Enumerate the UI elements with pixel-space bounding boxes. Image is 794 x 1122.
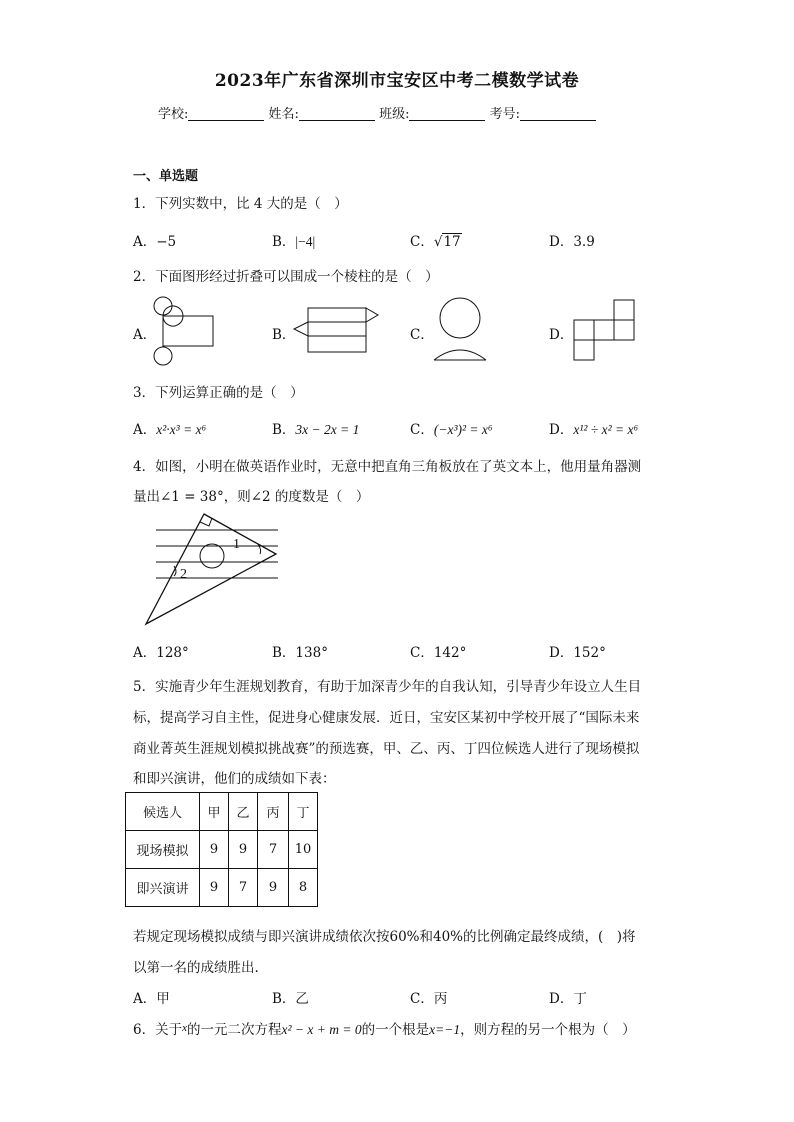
q4-line1: 4．如图，小明在做英语作业时，无意中把直角三角板放在了英文本上，他用量角器测 <box>133 459 642 475</box>
q2-net-c-figure <box>430 296 492 364</box>
name-label: 姓名: <box>268 107 299 122</box>
q1-option-d: D．3.9 <box>549 234 595 250</box>
q1-option-b-label: B． <box>272 234 296 250</box>
q3-option-b-label: B． <box>272 422 296 438</box>
table-row <box>126 869 318 907</box>
q6-stem-d: ，则方程的另一个根为（ ） <box>460 1022 636 1038</box>
q5-line2: 标，提高学习自主性，促进身心健康发展．近日，宝安区某初中学校开展了“国际未来 <box>133 710 640 726</box>
q2-net-b-figure <box>290 300 385 358</box>
table-cell: 7 <box>229 869 258 907</box>
q6-stem-b: 的一元二次方程 <box>186 1022 282 1038</box>
table-cell: 9 <box>200 831 229 869</box>
table-cell: 7 <box>258 831 289 869</box>
q5-score-table <box>125 792 318 907</box>
q6-stem-a: 6．关于 <box>133 1022 183 1038</box>
q5-line3: 商业菁英生涯规划模拟挑战赛”的预选赛，甲、乙、丙、丁四位候选人进行了现场模拟 <box>133 741 640 757</box>
q5-after-line1: 若规定现场模拟成绩与即兴演讲成绩依次按60%和40%的比例确定最终成绩，( )将 <box>133 929 636 945</box>
q4-line2: 量出∠1 = 38°，则∠2 的度数是（ ） <box>133 489 370 505</box>
q4-option-a: A．128° <box>133 645 189 661</box>
student-info-line <box>158 103 596 122</box>
q6-equation: x² − x + m = 0 <box>281 1022 362 1037</box>
sqrt-icon: √ <box>433 234 443 250</box>
q2-option-b: B． <box>272 327 296 343</box>
q6-stem-c: 的一个根是 <box>361 1022 430 1038</box>
name-blank <box>299 106 375 121</box>
class-label: 班级: <box>379 107 410 122</box>
table-header-cell: 候选人 <box>126 793 200 831</box>
q4-triangle-figure <box>130 510 290 630</box>
table-header-cell: 甲 <box>200 793 229 831</box>
school-label: 学校: <box>158 107 189 122</box>
q2-net-a-figure <box>153 296 217 366</box>
table-cell: 现场模拟 <box>126 831 200 869</box>
q1-option-c-math: 17 <box>443 234 461 250</box>
q1-option-b-math: |−4| <box>295 234 316 249</box>
q5-after-line2: 以第一名的成绩胜出. <box>133 960 259 976</box>
table-cell: 8 <box>289 869 318 907</box>
q1-option-c <box>410 230 462 250</box>
q4-option-b: B．138° <box>272 645 328 661</box>
table-cell: 9 <box>258 869 289 907</box>
q4-angle-1-label: 1 <box>233 537 240 552</box>
exam-no-blank <box>520 106 596 121</box>
q3-option-c-math: (−x³)² = x⁶ <box>433 422 493 437</box>
q5-line4: 和即兴演讲，他们的成绩如下表： <box>133 771 336 787</box>
q2-option-a: A． <box>133 327 157 343</box>
q1-option-b <box>272 230 315 250</box>
section-heading: 一、单选题 <box>133 169 199 184</box>
school-blank <box>188 106 264 121</box>
q6-variable: x <box>182 1022 187 1034</box>
q3-stem: 3．下列运算正确的是（ ） <box>133 385 304 401</box>
class-blank <box>409 106 485 121</box>
table-header-cell: 乙 <box>229 793 258 831</box>
q3-option-a-math: x²·x³ = x⁶ <box>156 422 207 437</box>
q3-option-d <box>549 418 638 438</box>
q5-option-a: A．甲 <box>133 991 170 1007</box>
q4-option-d: D．152° <box>549 645 606 661</box>
q1-stem: 1．下列实数中，比 4 大的是（ ） <box>133 196 348 212</box>
q2-option-c: C． <box>410 327 434 343</box>
q5-option-d: D．丁 <box>549 991 587 1007</box>
table-header-cell: 丙 <box>258 793 289 831</box>
q2-net-d-figure <box>570 296 638 362</box>
exam-no-label: 考号: <box>489 107 520 122</box>
q2-stem: 2．下面图形经过折叠可以围成一个棱柱的是（ ） <box>133 269 439 285</box>
page-title: 2023年广东省深圳市宝安区中考二模数学试卷 <box>214 71 580 91</box>
q3-option-a-label: A． <box>133 422 157 438</box>
table-row <box>126 831 318 869</box>
table-cell: 9 <box>229 831 258 869</box>
table-cell: 10 <box>289 831 318 869</box>
q3-option-d-label: D． <box>549 422 574 438</box>
q3-option-c <box>410 418 493 438</box>
table-cell: 即兴演讲 <box>126 869 200 907</box>
q3-option-a <box>133 418 206 438</box>
q3-option-b <box>272 418 359 438</box>
q5-option-b: B．乙 <box>272 991 309 1007</box>
q2-option-d: D． <box>549 327 574 343</box>
q4-angle-2-label: 2 <box>180 567 187 582</box>
q4-option-c: C．142° <box>410 645 467 661</box>
q6-stem <box>133 1018 636 1038</box>
q5-option-c: C．丙 <box>410 991 448 1007</box>
q1-option-a: A．−5 <box>133 234 177 250</box>
q3-option-d-math: x¹² ÷ x² = x⁶ <box>573 422 639 437</box>
q5-line1: 5．实施青少年生涯规划教育，有助于加深青少年的自我认知，引导青少年设立人生目 <box>133 679 642 695</box>
table-header-row <box>126 793 318 831</box>
q3-option-b-math: 3x − 2x = 1 <box>295 422 360 437</box>
table-cell: 9 <box>200 869 229 907</box>
table-header-cell: 丁 <box>289 793 318 831</box>
q3-option-c-label: C． <box>410 422 434 438</box>
q1-option-c-label: C． <box>410 234 434 250</box>
q6-root: x=−1 <box>429 1022 461 1037</box>
